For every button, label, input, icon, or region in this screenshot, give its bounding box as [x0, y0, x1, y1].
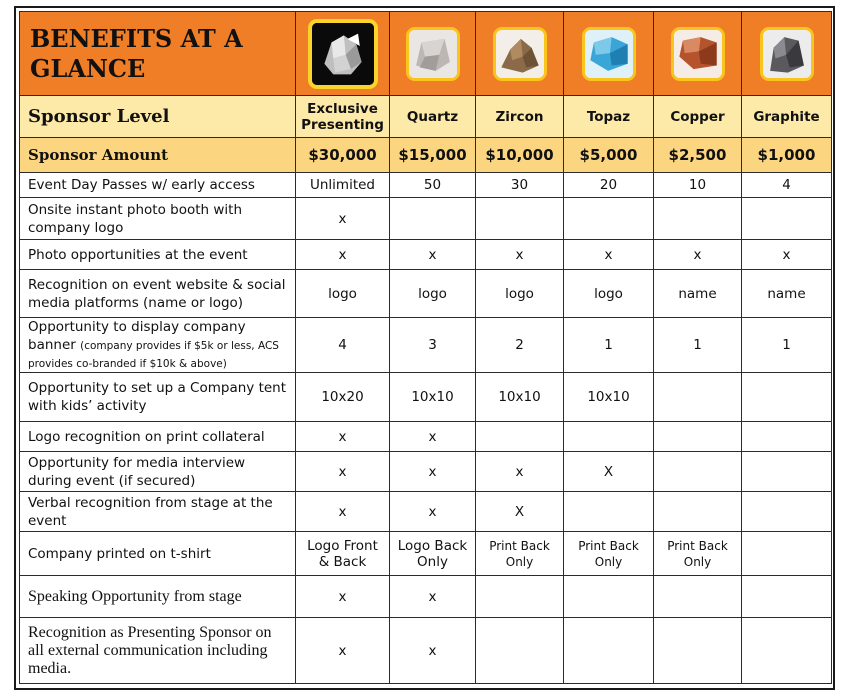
amount-topaz: $5,000: [564, 138, 654, 173]
benefits-table: [19, 11, 832, 684]
benefit-value: X: [476, 492, 564, 532]
benefit-value: Logo Front & Back: [296, 532, 390, 576]
benefit-value: [654, 373, 742, 422]
benefit-row: [20, 198, 832, 240]
benefit-value: logo: [296, 270, 390, 318]
benefit-value: x: [296, 198, 390, 240]
benefit-value: 4: [296, 318, 390, 373]
zircon-icon: [493, 27, 547, 81]
amount-quartz: $15,000: [390, 138, 476, 173]
benefit-value: 50: [390, 173, 476, 198]
topaz-icon: [582, 27, 636, 81]
benefit-value: 10x10: [476, 373, 564, 422]
benefit-value: x: [296, 618, 390, 684]
benefit-row: [20, 173, 832, 198]
benefit-value: [742, 576, 832, 618]
benefit-row: [20, 240, 832, 270]
amount-graphite: $1,000: [742, 138, 832, 173]
benefit-value: [564, 492, 654, 532]
benefit-value: Print Back Only: [654, 532, 742, 576]
benefit-value: [742, 492, 832, 532]
graphite-icon: [760, 27, 814, 81]
benefit-label: Logo recognition on print collateral: [20, 422, 296, 452]
benefit-value: logo: [476, 270, 564, 318]
benefit-value: [742, 422, 832, 452]
gem-cell-quartz: [390, 12, 476, 96]
benefit-value: name: [654, 270, 742, 318]
benefit-value: x: [296, 240, 390, 270]
level-presenting: Exclusive Presenting: [296, 96, 390, 138]
benefit-value: x: [476, 240, 564, 270]
benefit-value: [476, 422, 564, 452]
benefit-value: logo: [390, 270, 476, 318]
amount-zircon: $10,000: [476, 138, 564, 173]
benefit-value: [654, 452, 742, 492]
benefit-value: x: [390, 618, 476, 684]
benefit-row: [20, 373, 832, 422]
benefit-value: x: [390, 452, 476, 492]
benefit-value: 10x20: [296, 373, 390, 422]
quartz-icon: [406, 27, 460, 81]
benefit-value: 20: [564, 173, 654, 198]
benefit-value: logo: [564, 270, 654, 318]
benefit-row: [20, 452, 832, 492]
title-row: [20, 12, 832, 96]
benefits-frame: [14, 6, 835, 690]
benefit-label: Photo opportunities at the event: [20, 240, 296, 270]
sponsor-level-row: [20, 96, 832, 138]
benefit-label: Opportunity for media interview during event (if secured): [20, 452, 296, 492]
benefit-value: 30: [476, 173, 564, 198]
gem-cell-presenting: [296, 12, 390, 96]
benefit-value: x: [390, 492, 476, 532]
gem-cell-zircon: [476, 12, 564, 96]
benefit-value: x: [742, 240, 832, 270]
benefit-value: X: [564, 452, 654, 492]
amount-presenting: $30,000: [296, 138, 390, 173]
amount-copper: $2,500: [654, 138, 742, 173]
benefit-label: Recognition on event website & social media platforms (name or logo): [20, 270, 296, 318]
benefit-row: [20, 576, 832, 618]
page-title: BENEFITS AT A GLANCE: [20, 12, 296, 96]
benefit-value: x: [564, 240, 654, 270]
sponsor-amount-label: Sponsor Amount: [20, 138, 296, 173]
level-quartz: Quartz: [390, 96, 476, 138]
benefit-label-note: (company provides if $5k or less, ACS provides co-branded if $10k & above): [28, 340, 279, 370]
benefit-value: 3: [390, 318, 476, 373]
benefit-value: [564, 618, 654, 684]
benefit-value: [654, 198, 742, 240]
benefit-value: x: [390, 576, 476, 618]
benefit-value: x: [296, 452, 390, 492]
benefit-value: [742, 452, 832, 492]
benefit-value: [564, 576, 654, 618]
benefit-value: Unlimited: [296, 173, 390, 198]
benefit-value: [654, 422, 742, 452]
benefit-label: Company printed on t-shirt: [20, 532, 296, 576]
benefit-value: [476, 576, 564, 618]
benefit-value: 10x10: [564, 373, 654, 422]
benefit-row: [20, 318, 832, 373]
level-copper: Copper: [654, 96, 742, 138]
sponsor-level-label: Sponsor Level: [20, 96, 296, 138]
benefit-value: name: [742, 270, 832, 318]
benefit-row: [20, 492, 832, 532]
benefit-label: Recognition as Presenting Sponsor on all external communication including media.: [20, 618, 296, 684]
benefit-value: x: [296, 422, 390, 452]
benefit-label: Event Day Passes w/ early access: [20, 173, 296, 198]
crystal-cluster-icon: [308, 19, 378, 89]
benefit-value: [742, 532, 832, 576]
benefit-value: [742, 198, 832, 240]
benefit-value: [564, 422, 654, 452]
benefit-label-text: Opportunity to display company banner: [28, 319, 246, 353]
gem-cell-copper: [654, 12, 742, 96]
benefit-value: 2: [476, 318, 564, 373]
benefit-value: [476, 618, 564, 684]
benefit-value: [564, 198, 654, 240]
benefit-value: [742, 373, 832, 422]
copper-icon: [671, 27, 725, 81]
sponsor-amount-row: [20, 138, 832, 173]
gem-cell-graphite: [742, 12, 832, 96]
benefit-label: Verbal recognition from stage at the event: [20, 492, 296, 532]
level-graphite: Graphite: [742, 96, 832, 138]
benefit-value: x: [296, 576, 390, 618]
benefit-value: 10x10: [390, 373, 476, 422]
benefit-value: [654, 618, 742, 684]
benefit-value: Print Back Only: [564, 532, 654, 576]
benefit-value: [742, 618, 832, 684]
benefit-row: [20, 270, 832, 318]
benefit-row: [20, 422, 832, 452]
benefit-value: Print Back Only: [476, 532, 564, 576]
benefit-label: [20, 318, 296, 373]
benefit-row: [20, 618, 832, 684]
benefit-value: x: [390, 240, 476, 270]
benefit-value: x: [654, 240, 742, 270]
benefit-value: [476, 198, 564, 240]
benefit-value: [654, 576, 742, 618]
benefit-label: Speaking Opportunity from stage: [20, 576, 296, 618]
benefit-value: Logo Back Only: [390, 532, 476, 576]
benefit-value: 4: [742, 173, 832, 198]
level-topaz: Topaz: [564, 96, 654, 138]
benefit-value: 1: [564, 318, 654, 373]
gem-cell-topaz: [564, 12, 654, 96]
benefit-value: 1: [654, 318, 742, 373]
benefit-row: [20, 532, 832, 576]
benefit-value: [390, 198, 476, 240]
benefit-value: x: [476, 452, 564, 492]
benefit-value: 10: [654, 173, 742, 198]
benefit-value: 1: [742, 318, 832, 373]
level-zircon: Zircon: [476, 96, 564, 138]
benefit-value: [654, 492, 742, 532]
benefit-value: x: [390, 422, 476, 452]
benefit-label: Onsite instant photo booth with company logo: [20, 198, 296, 240]
benefit-value: x: [296, 492, 390, 532]
benefit-label: Opportunity to set up a Company tent with kids’ activity: [20, 373, 296, 422]
